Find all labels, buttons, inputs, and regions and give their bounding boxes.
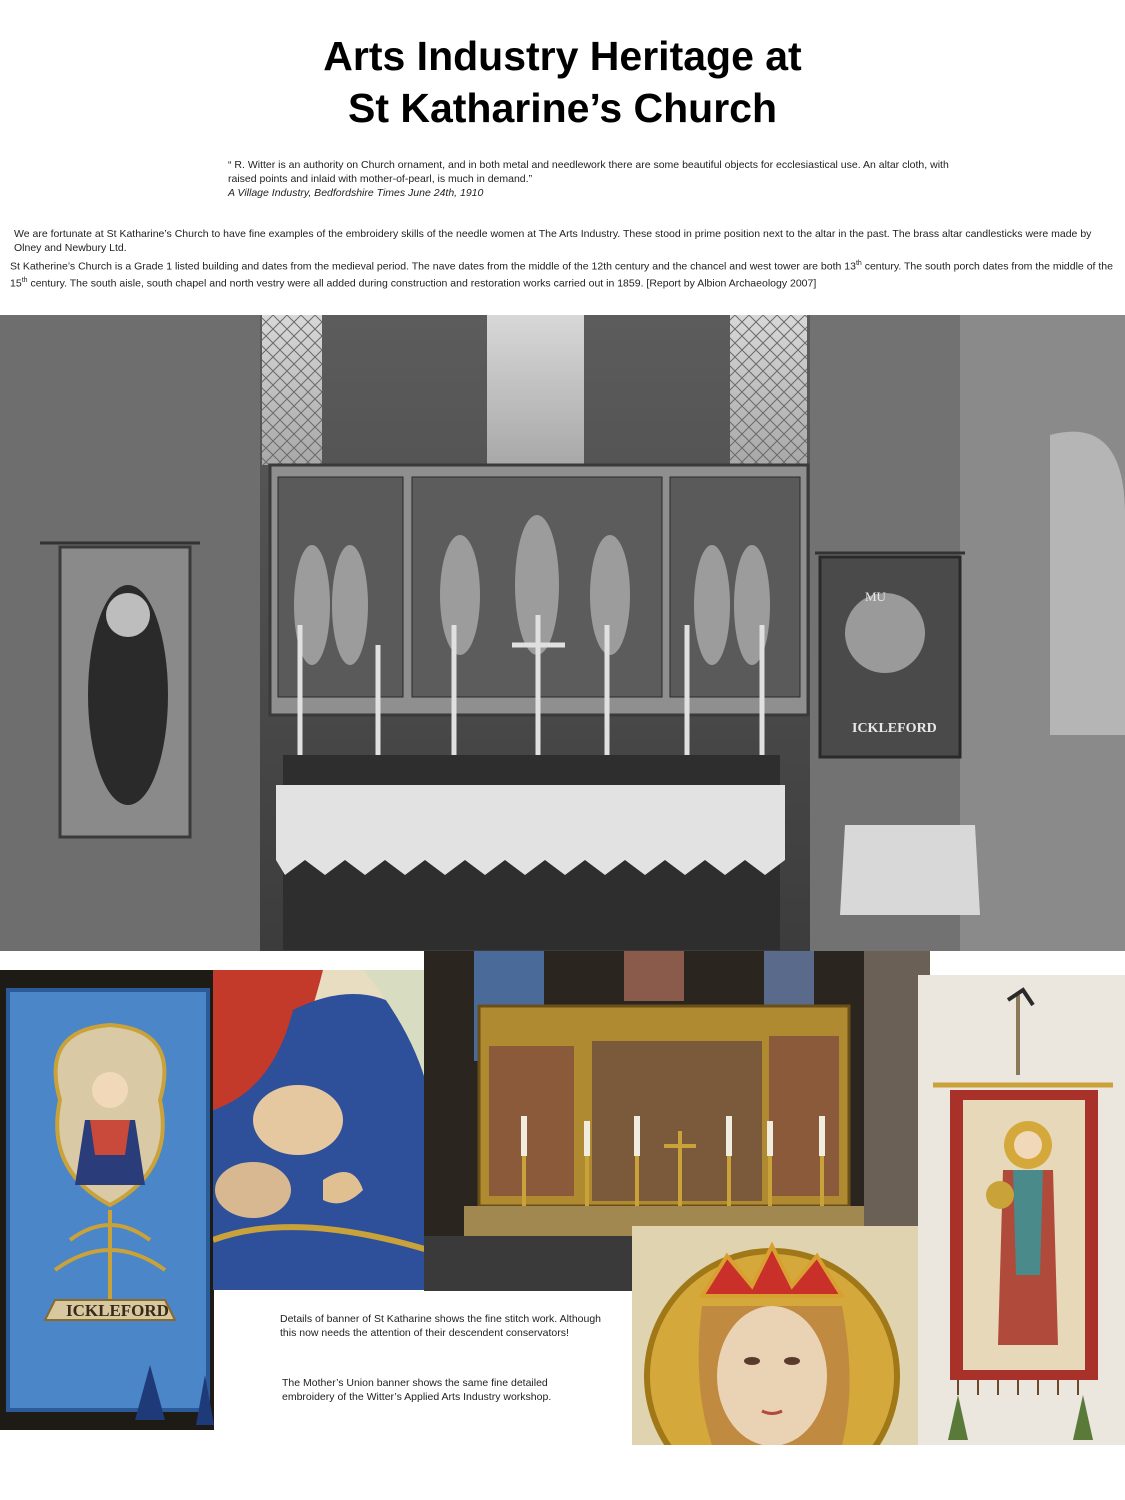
mu-banner-ickleford-label: ICKLEFORD	[66, 1301, 169, 1320]
caption-katharine-banner: Details of banner of St Katharine shows the fine stitch work. Although this now needs the attention of their descendent conservators!	[280, 1313, 602, 1339]
intro-paragraph-2-part-2: century. The south porch dates from the middle of the 15	[10, 260, 1113, 289]
altar-photo-drawing	[0, 315, 1125, 951]
superscript-th-1: th	[855, 260, 862, 267]
intro-paragraph-2-part-3: century. The south aisle, south chapel and north vestry were all added during construction and restoration works carried out in 1859. [Report by Albion Archaeology 2007]	[27, 277, 817, 289]
intro-paragraph-2-part-1: St Katherine’s Church is a Grade 1 listed building and dates from the medieval period. The nave dates from the middle of the 12th century and the chancel and west tower are both 13	[10, 260, 856, 273]
caption-mothers-union-banner: The Mother’s Union banner shows the same fine detailed embroidery of the Witter’s Applied Arts Industry workshop.	[282, 1377, 552, 1403]
historic-quote	[228, 158, 968, 200]
altar-banner-ickleford-text: ICKLEFORD	[852, 721, 937, 736]
madonna-detail-drawing	[213, 970, 428, 1290]
intro-paragraph-2	[10, 257, 1120, 290]
st-katharine-face-detail-photo	[632, 1226, 918, 1445]
title-line-1: Arts Industry Heritage at	[323, 33, 802, 79]
st-katharine-banner-photo	[918, 975, 1125, 1445]
quote-text: “ R. Witter is an authority on Church ornament, and in both metal and needlework there are some beautiful objects for ecclesiastical use. An altar cloth, with raised points and inlaid with mother-of-pearl, is much in demand.”	[228, 159, 949, 185]
superscript-th-2: th	[21, 276, 28, 284]
madonna-embroidery-detail-photo	[213, 970, 428, 1290]
mu-banner-drawing	[0, 970, 214, 1430]
page-title	[0, 30, 1125, 134]
altar-historic-photo	[0, 315, 1125, 951]
title-line-2: St Katharine’s Church	[347, 85, 778, 131]
quote-citation: A Village Industry, Bedfordshire Times June 24th, 1910	[228, 187, 484, 199]
altar-banner-mu-text: MU	[865, 589, 886, 604]
katharine-banner-drawing	[918, 975, 1125, 1445]
mothers-union-banner-photo	[0, 970, 214, 1430]
intro-paragraph-1: We are fortunate at St Katharine’s Church to have fine examples of the embroidery skills of the needle women at The Arts Industry. These stood in prime position next to the altar in the past. The brass altar candlesticks were made by Olney and Newbury Ltd.	[14, 228, 1092, 254]
katharine-detail-drawing	[632, 1226, 918, 1445]
